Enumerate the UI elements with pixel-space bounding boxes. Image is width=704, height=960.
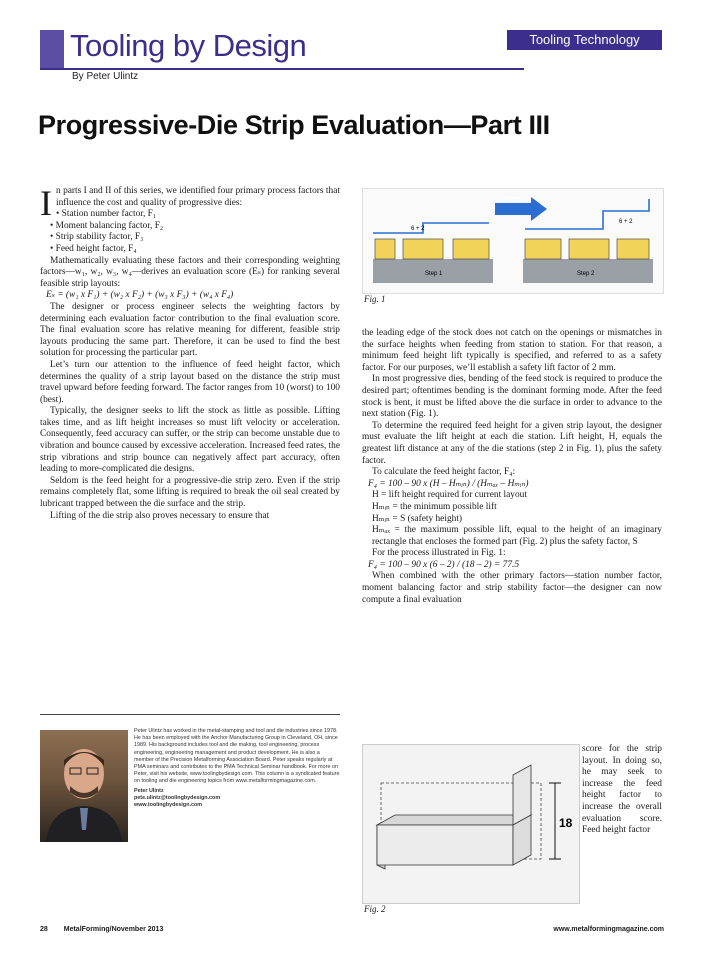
factor-item: • Feed height factor, F₄: [50, 243, 137, 254]
wrap-text-paragraph: score for the strip layout. In doing so, he may seek to increase the feed height factor to increase the overall evaluation score. Feed height factor: [582, 744, 662, 836]
section-tag-badge: Tooling Technology: [507, 30, 662, 50]
right-column: [362, 328, 662, 706]
author-photo: [40, 730, 128, 842]
evaluation-formula: Eₛ = (w₁ x F₁) + (w₂ x F₂) + (w₃ x F₃) + (w₄ x F₄): [46, 290, 234, 301]
page-footer: [40, 926, 664, 933]
author-box-rule: [40, 714, 340, 715]
page-number: 28: [40, 926, 48, 933]
feed-arrow-icon: [495, 197, 547, 221]
header-rule: [40, 68, 524, 70]
body-paragraph: For the process illustrated in Fig. 1:: [372, 548, 506, 559]
dim-label: 6 + 2: [411, 226, 425, 232]
feed-label: Feed: [505, 196, 521, 203]
step-label: Step 2: [577, 271, 595, 277]
body-paragraph: the leading edge of the stock does not catch on the openings or mismatches in the surface heights when feeding from station to station. For that reason, a minimum feed height lift typically is specified, and referred to as a safety factor. For our purposes, we’ll establish a safety lift factor of 2 mm.: [362, 328, 662, 373]
definition-item: Hₘᵢₙ = S (safety height): [372, 513, 463, 524]
figure-1-caption: Fig. 1: [364, 294, 386, 304]
figure-2-caption: Fig. 2: [364, 904, 386, 914]
factor-item: • Moment balancing factor, F₂: [50, 220, 164, 231]
body-paragraph: Mathematically evaluating these factors and their corresponding weighting factors—w₁, w₂, w₃, w₄—derives an evaluation score (Eₛ) for ranking several feasible strip layouts:: [40, 255, 340, 289]
definition-item: H = lift height required for current layout: [372, 490, 527, 501]
definition-item: Hₘₐₓ = the maximum possible lift, equal to the height of an imaginary rectangle that encloses the formed part (Fig. 2) plus the safety factor, S: [372, 525, 662, 547]
author-email-link[interactable]: pete.ulintz@toolingbydesign.com: [134, 794, 221, 801]
body-paragraph: Typically, the designer seeks to lift the stock as little as possible. Lifting takes time, and as lift height increases so must lift velocity or acceleration. Consequently, feed accuracy can suffer, or the strip can become unstable due to vibration and bounce caused by excessive acceleration. Increased feed rates, the strip vibrations and strip bounce can negatively affect part accuracy, often leading to more-complicated die designs.: [40, 406, 340, 475]
left-column: [40, 186, 340, 706]
body-paragraph: When combined with the other primary factors—station number factor, moment balancing factor and strip stability factor—the designer can now compute a final evaluation: [362, 571, 662, 605]
figure-1: [362, 188, 664, 294]
body-paragraph: Seldom is the feed height for a progressive-die strip zero. Even if the strip remains completely flat, some lifting is required to break the oil seal created by lubricant trapped between the die surface and the strip.: [40, 475, 340, 510]
definition-item: Hₘᵢₙ = the minimum possible lift: [372, 501, 497, 512]
body-paragraph: To calculate the feed height factor, F₄:: [372, 467, 516, 478]
author-bio: [134, 728, 340, 809]
example-formula: F₄ = 100 – 90 x (6 – 2) / (18 – 2) = 77.5: [368, 559, 520, 570]
header-accent-bar: [40, 30, 64, 68]
feed-height-formula: F₄ = 100 – 90 x (H – Hₘᵢₙ) / (Hₘₐₓ – Hₘᵢₙ): [368, 478, 529, 489]
body-paragraph: In most progressive dies, bending of the feed stock is required to produce the desired part; oftentimes bending is the dominant forming mode. After the feed stock is bent, it must be lifted above the die surface in order to advance to the next station (Fig. 1).: [362, 374, 662, 420]
author-website-link[interactable]: www.toolingbydesign.com: [134, 802, 203, 809]
dropcap: I: [40, 186, 52, 223]
section-title: Tooling by Design: [70, 28, 307, 63]
figure-2: [362, 744, 580, 904]
author-bio-text: Peter Ulintz has worked in the metal-stamping and tool and die industries since 1978. He has been employed with the Anchor Manufacturing Group in Cleveland, OH, since 1989. His background includes tool and die making, tool engineering, process engineering, engineering management and product development. He is also a member of the Precision Metalforming Association Board. Peter speaks regularly at PMA seminars and contributes to the PMA Technical Seminar handbook. For more on Peter, visit his website, www.toolingbydesign.com. This column is a syndicated feature on tooling and die engineering topics from www.metalformingmagazine.com.: [134, 728, 340, 785]
factor-item: • Station number factor, F₁: [56, 209, 157, 220]
dimension-label: 18: [559, 816, 573, 830]
step-label: Step 1: [425, 271, 443, 277]
issue-label: MetalForming/November 2013: [63, 926, 164, 933]
intro-paragraph: n parts I and II of this series, we identified four primary process factors that influence the cost and quality of progressive dies:: [56, 186, 340, 208]
body-paragraph: The designer or process engineer selects the weighting factors by determining each evaluation factor contribution to the final evaluation score. The final evaluation score has relative meaning for different, feasible strip layouts producing the same part. Therefore, it can be used to find the best solution for processing the particular part.: [40, 301, 340, 359]
byline: By Peter Ulintz: [72, 71, 139, 82]
body-paragraph: To determine the required feed height for a given strip layout, the designer must evaluate the lift height at each die station. Lift height, H, equals the greatest lift distance at any of the die stations (step 2 in Fig. 1), plus the safety factor.: [362, 420, 662, 466]
factor-item: • Strip stability factor, F₃: [50, 232, 144, 243]
author-name: Peter Ulintz: [134, 787, 164, 794]
article-title: Progressive-Die Strip Evaluation—Part III: [38, 110, 550, 140]
dim-label: 6 + 2: [619, 219, 633, 225]
body-paragraph: Let’s turn our attention to the influence of feed height factor, which determines the quality of a strip layout based on the distance the strip must travel upward before feeding forward. The factor ranges from 10 (worst) to 100 (best).: [40, 359, 340, 405]
body-paragraph: Lifting of the die strip also proves necessary to ensure that: [50, 510, 270, 521]
footer-url-link[interactable]: www.metalformingmagazine.com: [553, 926, 664, 933]
